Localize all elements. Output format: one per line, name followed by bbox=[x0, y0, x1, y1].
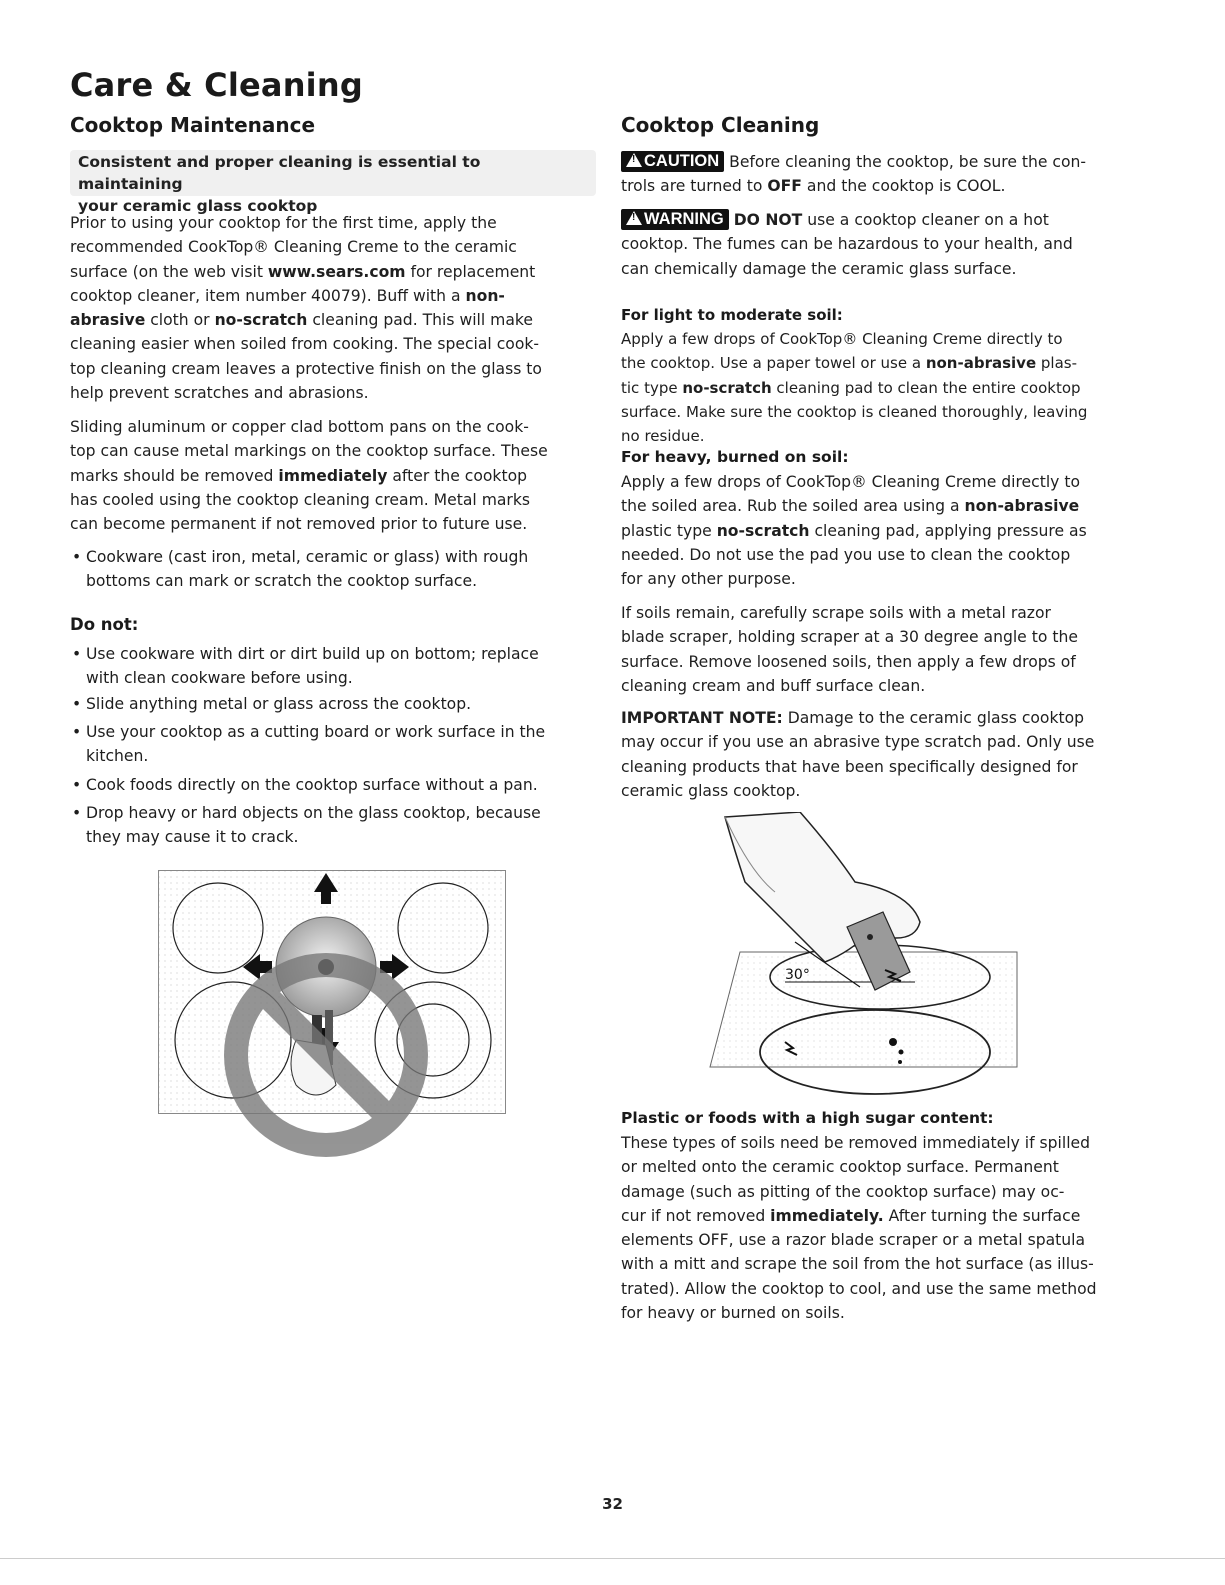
page-title: Care & Cleaning bbox=[70, 66, 363, 104]
angle-label: 30° bbox=[785, 967, 810, 983]
warning-triangle-icon bbox=[626, 211, 642, 225]
warning-paragraph: !WARNING DO NOT use a cooktop cleaner on a hot cooktop. The fumes can be hazardous to your health, and can chemically damage the ceramic glass surface. bbox=[621, 208, 1073, 281]
plastic-sugar-heading: Plastic or foods with a high sugar content: bbox=[621, 1109, 994, 1127]
do-not-heading: Do not: bbox=[70, 615, 139, 634]
warning-triangle-icon bbox=[626, 153, 642, 167]
cooktop-maintenance-heading: Cooktop Maintenance bbox=[70, 113, 316, 137]
page-number: 32 bbox=[602, 1495, 623, 1513]
heavy-soil-paragraph: Apply a few drops of CookTop® Cleaning Creme directly to the soiled area. Rub the soiled area using a non-abrasive plastic type no-scratch cleaning pad, applying pressure as needed. Do not use the pad you use to clean the cooktop for any other purpose. bbox=[621, 473, 1087, 589]
heavy-soil-heading: For heavy, burned on soil: bbox=[621, 448, 849, 466]
maintenance-callout bbox=[70, 150, 596, 215]
scraper-illustration bbox=[705, 812, 1025, 1097]
sears-link-text: www.sears.com bbox=[267, 262, 406, 281]
do-not-item: • Use your cooktop as a cutting board or work surface in the kitchen. bbox=[70, 720, 600, 769]
light-soil-paragraph: Apply a few drops of CookTop® Cleaning Creme directly to the cooktop. Use a paper towel or use a non-abrasive plas- tic type no-scratch cleaning pad to clean the entire cooktop surface. Make sure the cooktop is cleaned thoroughly, leaving no residue. bbox=[621, 330, 1088, 446]
callout-line-1: Consistent and proper cleaning is essential to maintaining bbox=[78, 153, 481, 193]
callout-line-2: your ceramic glass cooktop bbox=[78, 197, 318, 215]
maintenance-paragraph-2: Sliding aluminum or copper clad bottom pans on the cook- top can cause metal markings on the cooktop surface. These marks should be removed immediately after the cooktop has cooled using the cooktop cleaning cream. Metal marks can become permanent if not removed prior to future use. bbox=[70, 418, 548, 534]
caution-paragraph: !CAUTION Before cleaning the cooktop, be sure the con- trols are turned to OFF and the cooktop is COOL. bbox=[621, 150, 1086, 199]
do-not-item: • Slide anything metal or glass across the cooktop. bbox=[70, 692, 600, 716]
do-not-slide-illustration bbox=[158, 870, 508, 1175]
light-soil-heading: For light to moderate soil: bbox=[621, 306, 843, 324]
do-not-item: • Cook foods directly on the cooktop surface without a pan. bbox=[70, 773, 600, 797]
do-not-item: • Drop heavy or hard objects on the glass cooktop, because they may cause it to crack. bbox=[70, 801, 600, 850]
plastic-sugar-paragraph: These types of soils need be removed immediately if spilled or melted onto the ceramic cooktop surface. Permanent damage (such as pitting of the cooktop surface) may oc- cur if not removed immediately. After turning the surface elements OFF, use a razor blade scraper or a metal spatula with a mitt and scrape the soil from the hot surface (as illus- trated). Allow the cooktop to cool, and use the same method for heavy or burned on soils. bbox=[621, 1134, 1097, 1323]
caution-badge: !CAUTION bbox=[621, 151, 724, 172]
soils-remain-paragraph: If soils remain, carefully scrape soils with a metal razor blade scraper, holding scraper at a 30 degree angle to the surface. Remove loosened soils, then apply a few drops of cleaning cream and buff surface clean. bbox=[621, 604, 1078, 695]
warning-badge: !WARNING bbox=[621, 209, 729, 230]
important-note-paragraph: IMPORTANT NOTE: Damage to the ceramic glass cooktop may occur if you use an abrasive type scratch pad. Only use cleaning products that have been specifically designed for ceramic glass cooktop. bbox=[621, 709, 1095, 800]
maintenance-paragraph-1: Prior to using your cooktop for the first time, apply the recommended CookTop® Cleaning Creme to the ceramic surface (on the web visit www.sears.com for replacement cooktop cleaner, item number 40079). Buff with a non- abrasive cloth or no-scratch cleaning pad. This will make cleaning easier when soiled from cooking. The special cook- top cleaning cream leaves a protective finish on the glass to help prevent scratches and abrasions. bbox=[70, 214, 542, 403]
bottom-rule bbox=[0, 1558, 1225, 1559]
do-not-item: • Use cookware with dirt or dirt build up on bottom; replace with clean cookware before using. bbox=[70, 642, 600, 691]
cooktop-cleaning-heading: Cooktop Cleaning bbox=[621, 113, 820, 137]
cookware-bullet: • Cookware (cast iron, metal, ceramic or glass) with rough bottoms can mark or scratch the cooktop surface. bbox=[70, 545, 600, 594]
